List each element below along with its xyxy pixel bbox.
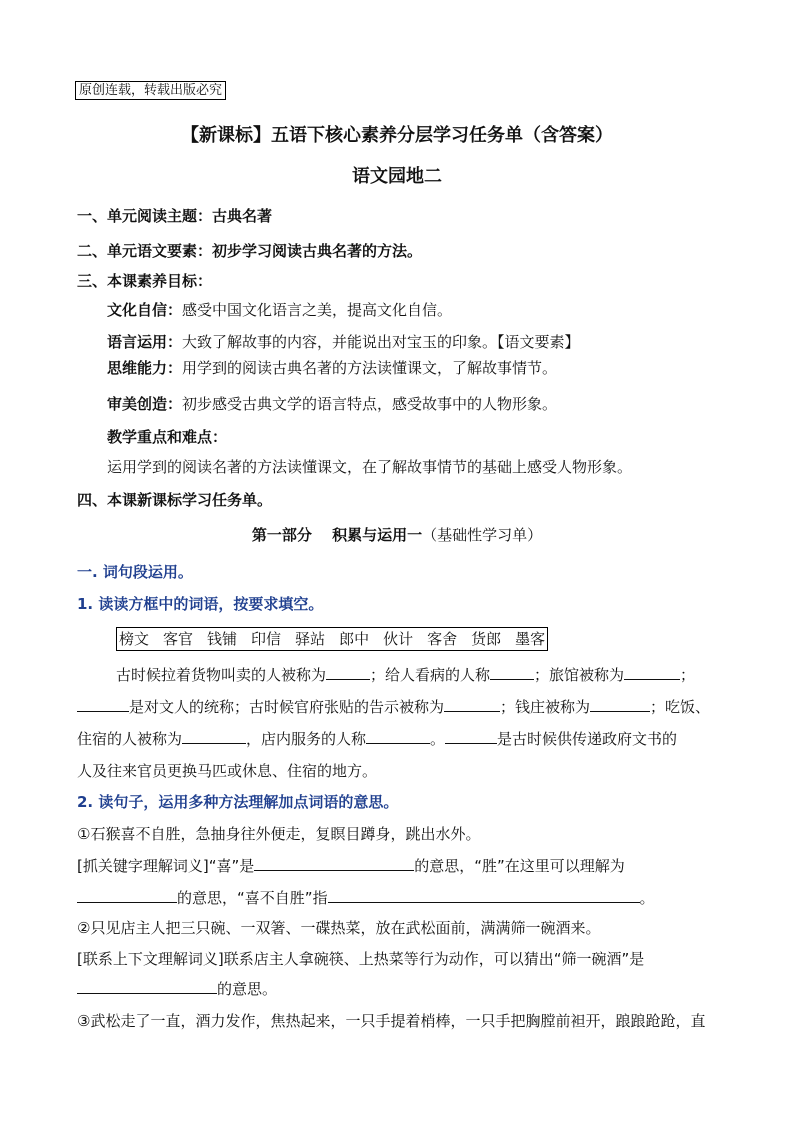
- method-text: 的意思，“喜不自胜”指: [177, 889, 328, 907]
- fill-text: 住宿的人被称为: [77, 730, 183, 748]
- fill-text: 古时候拉着货物叫卖的人被称为: [116, 666, 327, 684]
- document-title: 【新课标】五语下核心素养分层学习任务单（含答案）: [181, 125, 613, 146]
- word-item: 榜文: [119, 630, 150, 648]
- section-goals: 三、本课素养目标：: [77, 272, 213, 290]
- answer-blank[interactable]: [366, 728, 430, 744]
- fill-text: ；旅馆被称为: [534, 666, 625, 684]
- word-box: [116, 627, 548, 651]
- sentence-3: ③武松走了一直，酒力发作，焦热起来，一只手提着梢棒，一只手把胸膛前袒开，踉踉跄跄，直: [77, 1012, 706, 1030]
- method-text: 的意思。: [217, 980, 278, 998]
- goal-item: [107, 299, 452, 320]
- goal-text: 初步感受古典文学的语言特点，感受故事中的人物形象。: [182, 395, 558, 413]
- part-one-main: 第一部分 积累与运用一: [251, 526, 423, 544]
- fill-line-2: [77, 696, 710, 717]
- answer-blank[interactable]: [444, 696, 500, 712]
- fill-text: 是古时候供传递政府文书的: [497, 730, 678, 748]
- answer-blank[interactable]: [254, 855, 414, 871]
- answer-blank[interactable]: [77, 696, 129, 712]
- exercise-heading: 一. 词句段运用。: [77, 563, 193, 581]
- answer-blank[interactable]: [328, 887, 640, 903]
- answer-blank[interactable]: [77, 887, 177, 903]
- sentence-2: ②只见店主人把三只碗、一双箸、一碟热菜，放在武松面前，满满筛一碗酒来。: [77, 919, 601, 937]
- fill-text: ；钱庄被称为: [500, 698, 591, 716]
- fill-text: ；: [680, 666, 696, 684]
- answer-blank[interactable]: [77, 978, 217, 994]
- method-line-3: [联系上下文理解词义]联系店主人拿碗筷、上热菜等行为动作，可以猜出“筛一碗酒”是: [77, 950, 645, 968]
- word-item: 驿站: [295, 630, 326, 648]
- fill-line-4: 人及往来官员更换马匹或休息、住宿的地方。: [77, 762, 378, 780]
- fill-text: 。: [430, 730, 446, 748]
- word-item: 郎中: [339, 630, 370, 648]
- question-2-title: 2. 读句子，运用多种方法理解加点词语的意思。: [77, 793, 399, 811]
- method-text: [抓关键字理解词义]“喜”是: [77, 857, 255, 875]
- answer-blank[interactable]: [490, 664, 534, 680]
- goal-text: 用学到的阅读古典名著的方法读懂课文，了解故事情节。: [182, 359, 558, 377]
- answer-blank[interactable]: [445, 728, 497, 744]
- word-item: 墨客: [515, 630, 546, 648]
- fill-text: ；给人看病的人称: [370, 666, 491, 684]
- method-line-4: [77, 978, 277, 999]
- part-one-sub: （基础性学习单）: [422, 526, 543, 544]
- goal-item: [107, 393, 557, 414]
- fill-text: 是对文人的统称；古时候官府张贴的告示被称为: [129, 698, 445, 716]
- section-language-elements: 二、单元语文要素：初步学习阅读古典名著的方法。: [77, 242, 423, 260]
- question-1-title: 1. 读读方框中的词语，按要求填空。: [77, 595, 324, 613]
- word-item: 钱铺: [207, 630, 238, 648]
- fill-text: ；吃饭、: [650, 698, 711, 716]
- word-item: 货郎: [471, 630, 502, 648]
- answer-blank[interactable]: [182, 728, 246, 744]
- part-one-heading: [0, 524, 794, 545]
- goal-text: 大致了解故事的内容，并能说出对宝玉的印象。【语文要素】: [182, 333, 580, 351]
- fill-text: ，店内服务的人称: [246, 730, 367, 748]
- goal-label: 文化自信：: [107, 301, 183, 319]
- section-task-list: 四、本课新课标学习任务单。: [77, 491, 273, 509]
- word-item: 伙计: [383, 630, 414, 648]
- fill-line-3: [77, 728, 677, 749]
- answer-blank[interactable]: [326, 664, 370, 680]
- word-item: 印信: [251, 630, 282, 648]
- sentence-1: ①石猴喜不自胜，急抽身往外便走，复瞑目蹲身，跳出水外。: [77, 825, 481, 843]
- method-text: 。: [639, 889, 655, 907]
- method-line-2: [77, 887, 655, 908]
- document-subtitle: 语文园地二: [352, 166, 442, 187]
- word-item: 客官: [163, 630, 194, 648]
- goal-label: 审美创造：: [107, 395, 183, 413]
- copyright-notice: 原创连载，转载出版必究: [75, 81, 226, 100]
- section-reading-theme: 一、单元阅读主题：古典名著: [77, 207, 273, 225]
- method-text: 的意思，“胜”在这里可以理解为: [414, 857, 625, 875]
- goal-item: [107, 357, 557, 378]
- answer-blank[interactable]: [590, 696, 650, 712]
- answer-blank[interactable]: [624, 664, 680, 680]
- key-points-text: 运用学到的阅读名著的方法读懂课文，在了解故事情节的基础上感受人物形象。: [107, 458, 633, 476]
- fill-line-1: [116, 664, 695, 685]
- method-line-1: [77, 855, 625, 876]
- goal-text: 感受中国文化语言之美，提高文化自信。: [182, 301, 453, 319]
- goal-label: 语言运用：: [107, 333, 183, 351]
- goal-label: 思维能力：: [107, 359, 183, 377]
- word-item: 客舍: [427, 630, 458, 648]
- key-points-label: 教学重点和难点：: [107, 428, 228, 446]
- goal-item: [107, 331, 580, 352]
